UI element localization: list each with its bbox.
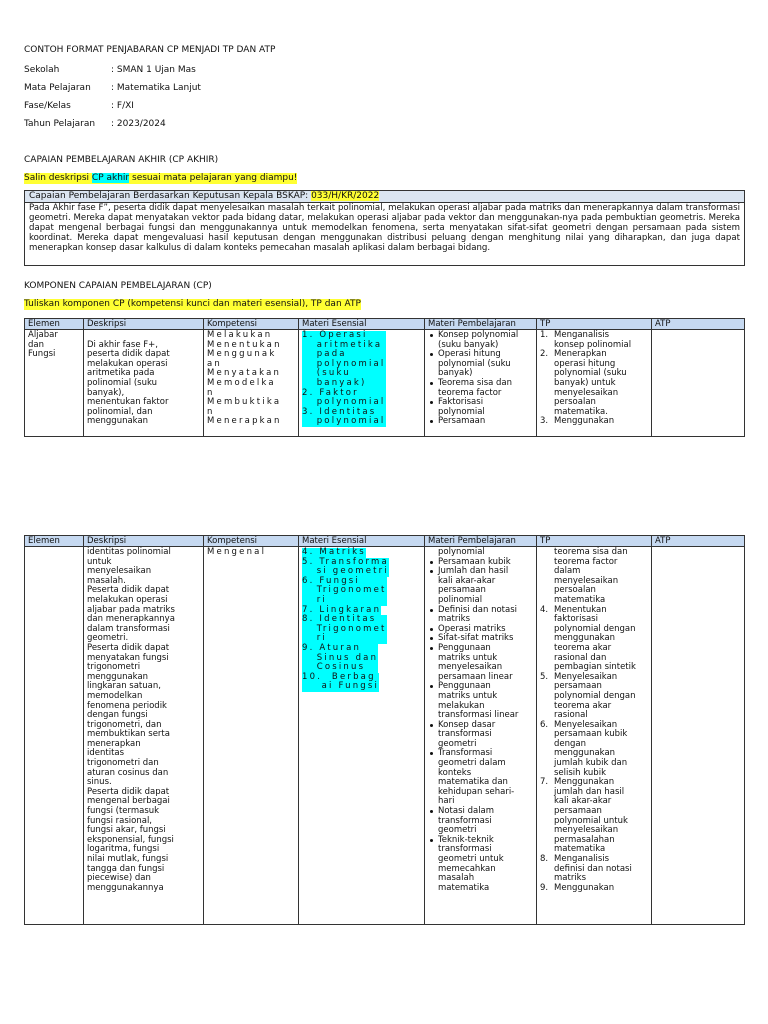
materi-esensial-item: 10. Berbag ai Fungsi — [302, 671, 380, 692]
materi-pembelajaran-item: Penggunaan matriks untuk melakukan transformasi linear — [438, 681, 519, 721]
identity-label-subject: Mata Pelajaran — [24, 83, 91, 93]
tp-number: 4. — [540, 604, 549, 615]
list-item — [302, 577, 421, 606]
instruction-highlight: CP akhir — [91, 173, 130, 183]
list-item — [302, 558, 421, 577]
cp-box-header-text: Capaian Pembelajaran Berdasarkan Keputusan Kepala BSKAP: — [29, 191, 312, 201]
list-item — [540, 604, 648, 673]
list-item — [438, 836, 533, 894]
cp-table-part-1 — [24, 318, 745, 437]
tp-text: Menggunakan — [554, 882, 615, 893]
identity-value-subject: : Matematika Lanjut — [111, 83, 201, 93]
table-row — [25, 330, 745, 437]
materi-pembelajaran-item: Notasi dalam transformasi geometri — [438, 806, 495, 836]
tp-number: 6. — [540, 719, 549, 730]
list-item — [540, 416, 648, 427]
list-item — [540, 671, 648, 721]
list-item — [438, 807, 533, 836]
materi-esensial-item: 8. Identitas Trigonomet ri — [302, 614, 387, 644]
materi-pembelajaran-item: Sifat-sifat matriks — [438, 633, 514, 644]
header-kompetensi: Kompetensi — [204, 319, 299, 330]
list-item — [302, 389, 421, 408]
cell-atp — [652, 330, 745, 437]
list-item — [302, 644, 421, 673]
tp-text: Menggunakan — [554, 416, 615, 427]
tp-text: Menggunakan jumlah dan hasil kali akar-akar persamaan polynomial untuk menyelesaikan permasalahan matematika — [554, 777, 628, 855]
identity-value-school: : SMAN 1 Ujan Mas — [111, 65, 196, 75]
header-elemen: Elemen — [25, 319, 84, 330]
list-item — [554, 548, 648, 606]
komponen-cp-instruction: Tuliskan komponen CP (kompetensi kunci dan materi esensial), TP dan ATP — [24, 299, 361, 309]
materi-pembelajaran-item: Operasi matriks — [438, 623, 506, 634]
header-deskripsi: Deskripsi — [84, 536, 204, 547]
identity-label-school: Sekolah — [24, 65, 60, 75]
materi-pembelajaran-item: Teknik-teknik transformasi geometri untuk memecahkan masalah matematika — [438, 834, 504, 893]
table-header-row — [25, 536, 745, 547]
cp-box-header-code: 033/H/KR/2022 — [311, 191, 380, 201]
list-item — [438, 606, 533, 625]
materi-pembelajaran-item: Penggunaan matriks untuk menyelesaikan persamaan linear — [438, 642, 513, 682]
list-item — [438, 331, 533, 350]
materi-esensial-item: 5. Transforma si geometri — [302, 556, 389, 577]
cell-kompetensi — [204, 547, 299, 925]
tp-text: Menganalisis definisi dan notasi matriks — [554, 854, 632, 884]
list-item — [540, 777, 648, 855]
header-kompetensi: Kompetensi — [204, 536, 299, 547]
materi-pembelajaran-item: Persamaan — [438, 416, 486, 427]
cell-atp — [652, 547, 745, 925]
identity-label-phase: Fase/Kelas — [24, 101, 71, 111]
elemen-text: Aljabar dan Fungsi — [28, 330, 58, 360]
list-item — [540, 719, 648, 779]
tp-number: 9. — [540, 882, 549, 893]
list-item — [540, 349, 648, 417]
materi-pembelajaran-item: polynomial — [438, 547, 485, 557]
tp-number: 1. — [540, 330, 549, 340]
cell-deskripsi — [84, 330, 204, 437]
list-item — [302, 408, 421, 427]
kompetensi-text: Mengenal — [207, 547, 267, 557]
list-item — [540, 882, 648, 894]
list-item — [540, 854, 648, 884]
materi-esensial-item: 3. Identitas polynomial — [302, 406, 386, 427]
header-materi-esensial: Materi Esensial — [299, 536, 425, 547]
section-title-cp-akhir: CAPAIAN PEMBELAJARAN AKHIR (CP AKHIR) — [24, 155, 219, 165]
cell-materi-pembelajaran — [425, 330, 537, 437]
kompetensi-text: Melakukan Menentukan Menggunak an Menyatakan Memodelka n Membuktika n Menerapkan — [207, 330, 282, 427]
header-materi-pembelajaran: Materi Pembelajaran — [425, 536, 537, 547]
tp-number: 8. — [540, 854, 549, 864]
cp-box-header — [25, 191, 744, 203]
tp-text: Menerapkan operasi hitung polynomial (suku banyak) untuk menyelesaikan persoalan matematika. — [554, 349, 627, 417]
materi-pembelajaran-item: Definisi dan notasi matriks — [438, 604, 517, 625]
header-materi-esensial: Materi Esensial — [299, 319, 425, 330]
cell-elemen — [25, 547, 84, 925]
header-atp: ATP — [652, 319, 745, 330]
cell-materi-esensial — [299, 547, 425, 925]
list-item — [438, 682, 533, 720]
deskripsi-text: identitas polinomial untuk menyelesaikan masalah. Peserta didik dapat melakukan operasi aljabar pada matriks dan menerapkannya dalam transformasi geometri. Peserta didik dapat menyatakan fungsi trigonometri menggunakan lingkaran satuan, memodelkan fenomena periodik dengan fungsi trigonometri, dan membuktikan serta menerapkan identitas trigonometri dan aturan cosinus dan sinus. Peserta didik dapat mengenal berbagai fungsi (termasuk fungsi rasional, fungsi akar, fungsi eksponensial, fungsi logaritma, fungsi nilai mutlak, fungsi tangga dan fungsi piecewise) dan menggunakannya — [87, 547, 175, 893]
cell-elemen — [25, 330, 84, 437]
table-header-row — [25, 319, 745, 330]
list-item — [438, 350, 533, 379]
header-elemen: Elemen — [25, 536, 84, 547]
cell-tp — [537, 547, 652, 925]
materi-pembelajaran-item: Operasi hitung polynomial (suku banyak) — [438, 349, 511, 379]
tp-number: 3. — [540, 416, 549, 427]
tp-number: 5. — [540, 671, 549, 682]
identity-value-phase: : F/XI — [111, 101, 134, 111]
materi-esensial-item: 9. Aturan Sinus dan Cosinus — [302, 642, 379, 673]
list-item — [302, 331, 421, 389]
materi-esensial-item: 2. Faktor polynomial — [302, 387, 386, 408]
cp-akhir-instruction — [24, 173, 297, 184]
cell-kompetensi — [204, 330, 299, 437]
list-item — [438, 644, 533, 682]
materi-pembelajaran-item: Faktorisasi polynomial — [438, 397, 485, 417]
header-tp: TP — [537, 319, 652, 330]
list-item — [438, 398, 533, 417]
list-item — [540, 330, 648, 350]
cp-table-part-2 — [24, 535, 745, 925]
materi-pembelajaran-item: Teorema sisa dan teorema factor — [438, 377, 513, 398]
materi-pembelajaran-item: Konsep dasar transformasi geometri — [438, 719, 496, 749]
cp-akhir-box — [24, 190, 745, 266]
tp-text: Menentukan faktorisasi polynomial dengan menggunakan teorema akar rasional dan pembagian sintetik — [554, 604, 636, 673]
list-item — [438, 721, 533, 750]
header-materi-pembelajaran: Materi Pembelajaran — [425, 319, 537, 330]
identity-value-year: : 2023/2024 — [111, 119, 166, 129]
cell-materi-pembelajaran — [425, 547, 537, 925]
header-tp: TP — [537, 536, 652, 547]
instruction-text: Salin deskripsi — [24, 173, 92, 183]
cell-tp — [537, 330, 652, 437]
cell-deskripsi — [84, 547, 204, 925]
materi-pembelajaran-item: Jumlah dan hasil kali akar-akar persamaan polinomial — [438, 566, 509, 605]
tp-text: teorema sisa dan teorema factor dalam menyelesaikan persoalan matematika — [554, 547, 628, 605]
list-item — [438, 567, 533, 605]
tp-text: Menganalisis konsep polinomial — [554, 330, 632, 350]
materi-pembelajaran-item: Persamaan kubik — [438, 556, 511, 567]
tp-number: 7. — [540, 777, 549, 788]
list-item — [302, 615, 421, 644]
instruction-text: sesuai mata pelajaran yang diampu! — [129, 173, 298, 183]
tp-text: Menyelesaikan persamaan kubik dengan menggunakan jumlah kubik dan selisih kubik — [554, 719, 628, 778]
section-title-komponen-cp: KOMPONEN CAPAIAN PEMBELAJARAN (CP) — [24, 281, 212, 291]
header-deskripsi: Deskripsi — [84, 319, 204, 330]
list-item — [438, 417, 533, 427]
table-row — [25, 547, 745, 925]
materi-pembelajaran-item: Transformasi geometri dalam konteks matematika dan kehidupan sehari- hari — [438, 748, 515, 807]
materi-esensial-item: 7. Lingkaran — [302, 604, 382, 615]
cp-box-body: Pada Akhir fase F”, peserta didik dapat menyelesaikan masalah terkait polinomial, melakukan operasi aljabar pada matriks dan menerapkannya dalam transformasi geometri. Mereka dapat menyatakan vektor pada bidang datar, melakukan operasi aljabar pada vektor dan menggunakan-nya pada pembuktian geometris. Mereka dapat mengenal berbagai fungsi dan menggunakannya untuk memodelkan fenomena, serta menyatakan sifat-sifat geometri dengan persamaan pada sistem koordinat. Mereka dapat mengevaluasi hasil keputusan dengan menggunakan distribusi peluang dengan menghitung nilai yang diharapkan, dan juga dapat menerapkan konsep dasar kalkulus di dalam konteks pemecahan masalah aplikasi dalam berbagai bidang. — [29, 203, 740, 253]
materi-esensial-item: 4. Matriks — [302, 547, 366, 557]
materi-esensial-item: 1. Operasi aritmetika pada polynomial (suku banyak) — [302, 330, 386, 388]
list-item — [302, 673, 421, 692]
document-title: CONTOH FORMAT PENJABARAN CP MENJADI TP DAN ATP — [24, 45, 276, 55]
deskripsi-text: Di akhir fase F+, peserta didik dapat melakukan operasi aritmetika pada polinomial (suku banyak), menentukan faktor polinomial, dan menggunakan — [87, 339, 170, 427]
list-item — [438, 379, 533, 398]
header-atp: ATP — [652, 536, 745, 547]
identity-label-year: Tahun Pelajaran — [24, 119, 96, 129]
tp-text: Menyelesaikan persamaan polynomial dengan teorema akar rasional — [554, 671, 636, 721]
materi-pembelajaran-item: Konsep polynomial (suku banyak) — [438, 330, 519, 350]
tp-number: 2. — [540, 349, 549, 360]
cell-materi-esensial — [299, 330, 425, 437]
list-item — [438, 749, 533, 807]
materi-esensial-item: 6. Fungsi Trigonomet ri — [302, 575, 387, 605]
